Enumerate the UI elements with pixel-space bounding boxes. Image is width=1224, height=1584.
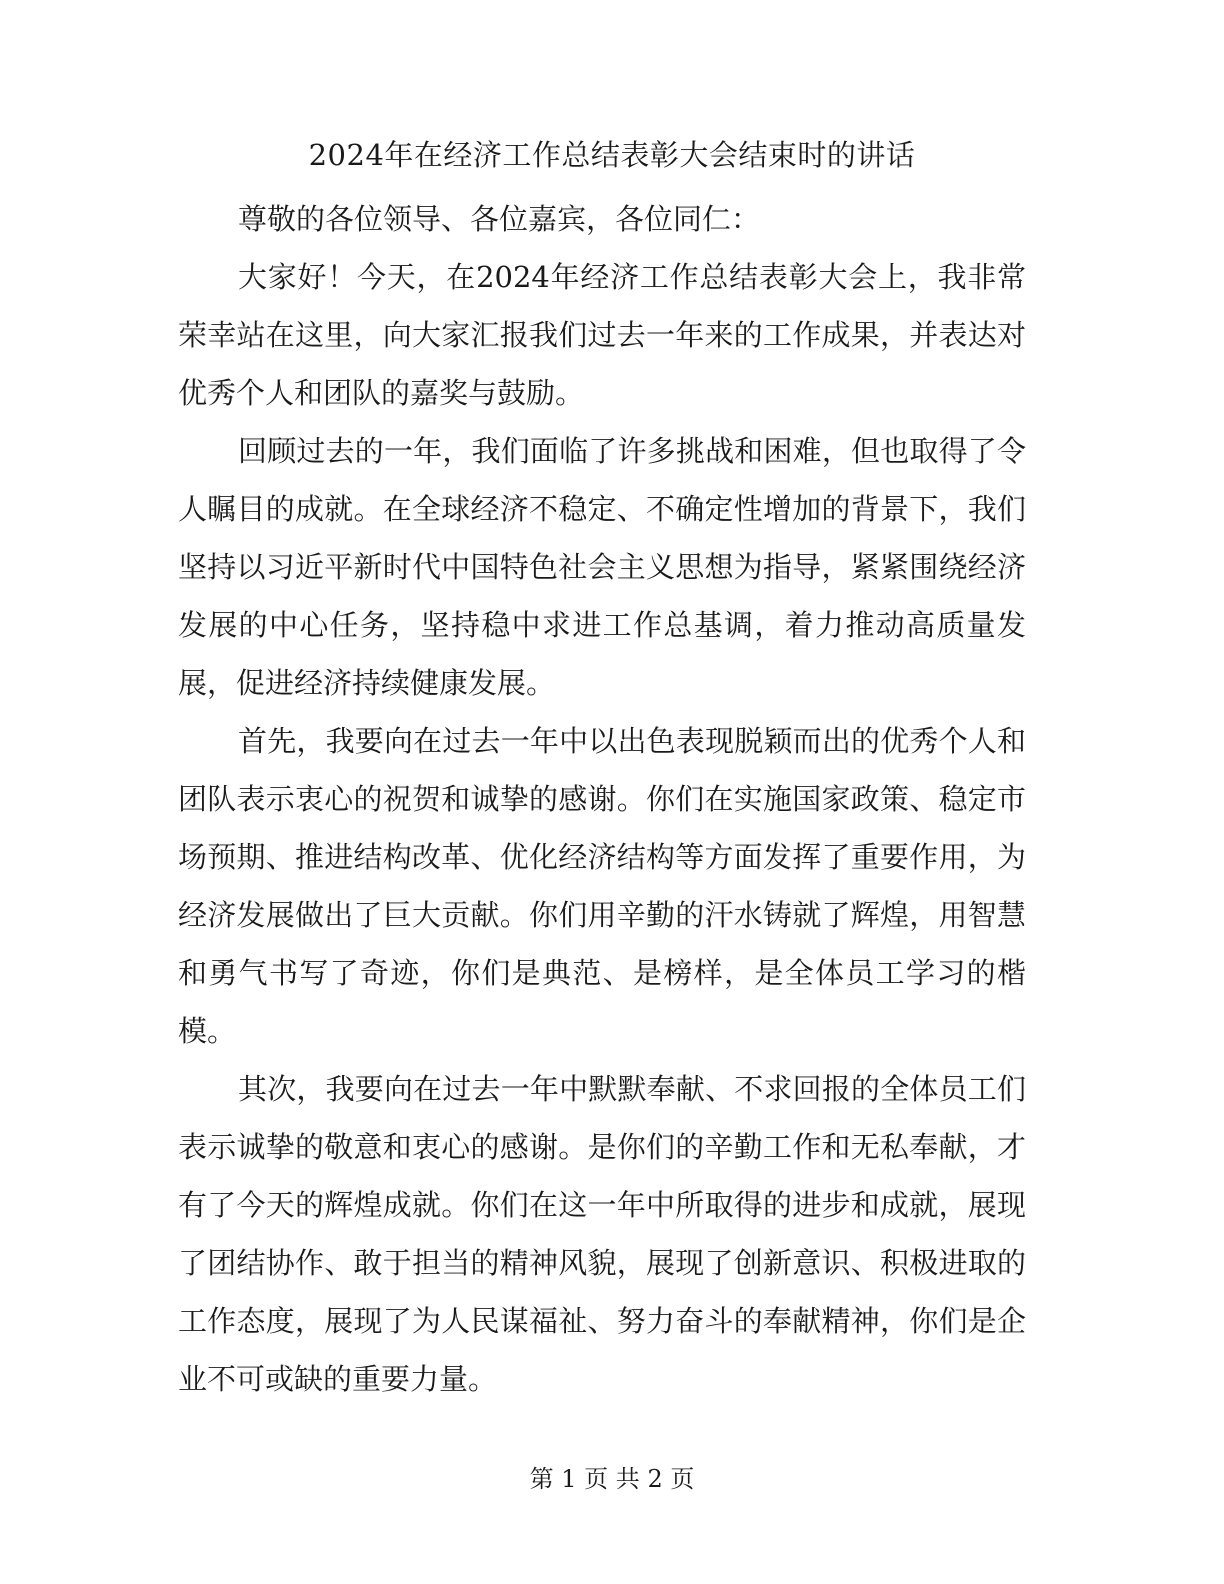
paragraph-4: 其次，我要向在过去一年中默默奉献、不求回报的全体员工们表示诚挚的敬意和衷心的感谢。是你们的辛勤工作和无私奉献，才有了今天的辉煌成就。你们在这一年中所取得的进步和成就，展现了团结协作、敢于担当的精神风貌，展现了创新意识、积极进取的工作态度，展现了为人民谋福祉、努力奋斗的奉献精神，你们是企业不可或缺的重要力量。 [178, 1072, 1026, 1396]
salutation: 尊敬的各位领导、各位嘉宾，各位同仁： [238, 202, 761, 236]
paragraph-1: 大家好！今天，在2024年经济工作总结表彰大会上，我非常荣幸站在这里，向大家汇报我们过去一年来的工作成果，并表达对优秀个人和团队的嘉奖与鼓励。 [178, 260, 1026, 410]
paragraph-2: 回顾过去的一年，我们面临了许多挑战和困难，但也取得了令人瞩目的成就。在全球经济不稳定、不确定性增加的背景下，我们坚持以习近平新时代中国特色社会主义思想为指导，紧紧围绕经济发展的中心任务，坚持稳中求进工作总基调，着力推动高质量发展，促进经济持续健康发展。 [178, 434, 1026, 700]
page-number-footer: 第 1 页 共 2 页 [529, 1465, 695, 1493]
paragraph-3: 首先，我要向在过去一年中以出色表现脱颖而出的优秀个人和团队表示衷心的祝贺和诚挚的感谢。你们在实施国家政策、稳定市场预期、推进结构改革、优化经济结构等方面发挥了重要作用，为经济发展做出了巨大贡献。你们用辛勤的汗水铸就了辉煌，用智慧和勇气书写了奇迹，你们是典范、是榜样，是全体员工学习的楷模。 [178, 724, 1026, 1048]
document-title: 2024年在经济工作总结表彰大会结束时的讲话 [308, 138, 916, 172]
document-body [178, 190, 1026, 1408]
